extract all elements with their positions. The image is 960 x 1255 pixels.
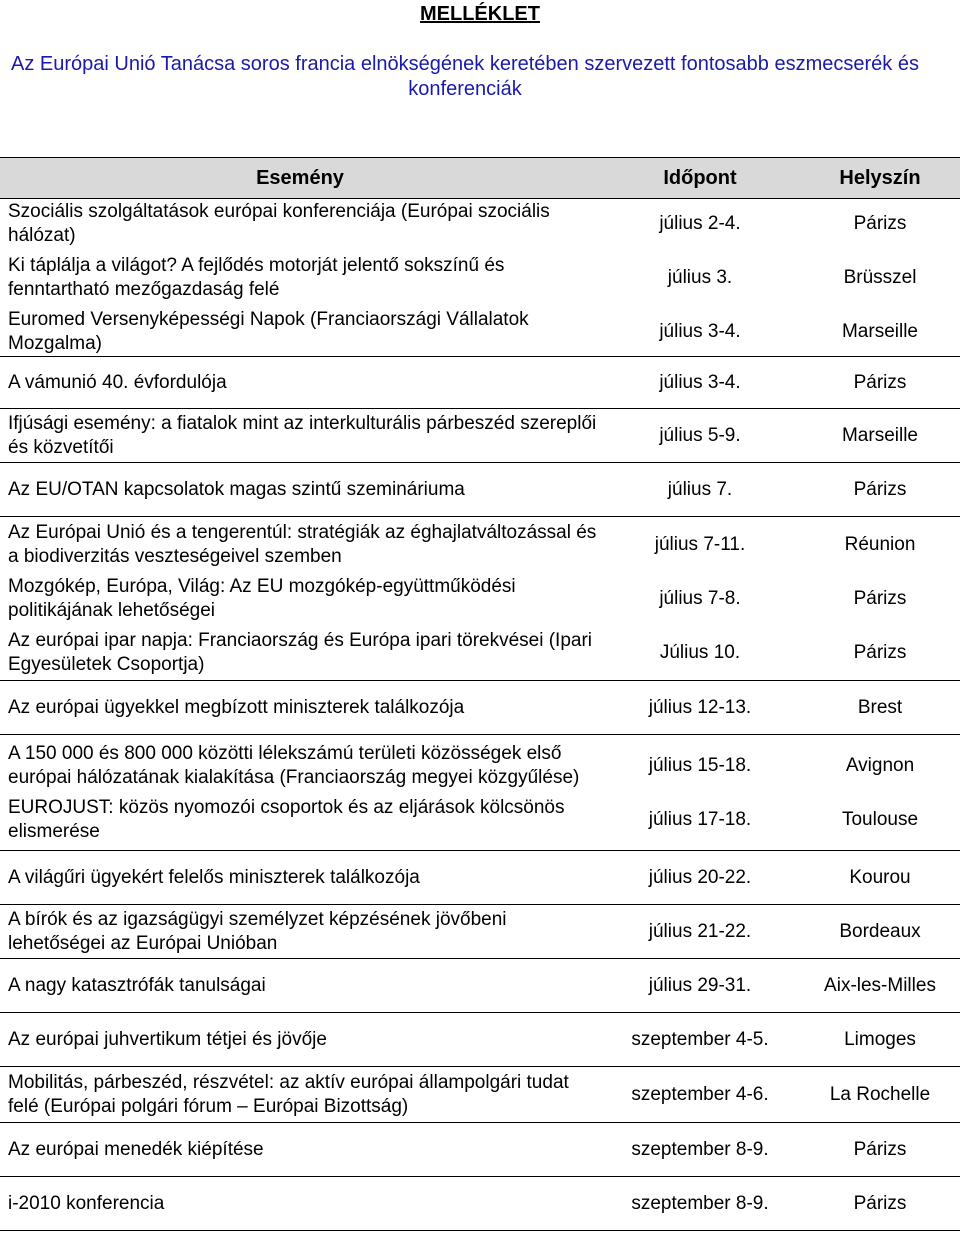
table-group: [0, 409, 960, 463]
table-group: [0, 357, 960, 409]
date-cell: július 3-4.: [659, 371, 741, 393]
table-row: [0, 905, 960, 959]
date-cell: július 15-18.: [648, 754, 752, 776]
table-group: [0, 959, 960, 1013]
table-group: [0, 1067, 960, 1123]
table-header: [0, 157, 960, 199]
table-row: [0, 1068, 960, 1122]
place-cell: Párizs: [853, 371, 907, 393]
event-cell: Az európai juhvertikum tétjei és jövője: [8, 1028, 327, 1050]
table-group: [0, 1013, 960, 1067]
place-cell: Toulouse: [841, 808, 919, 830]
table-group: [0, 735, 960, 851]
table-row: [0, 305, 960, 359]
table-row: [0, 251, 960, 305]
place-cell: Aix-les-Milles: [824, 974, 936, 996]
date-cell: július 7-8.: [659, 587, 741, 609]
table-body: [0, 199, 960, 1231]
table-group: [0, 1123, 960, 1177]
date-cell: július 29-31.: [648, 974, 752, 996]
table-group: [0, 681, 960, 735]
place-cell: Limoges: [844, 1028, 916, 1050]
date-cell: július 17-18.: [648, 808, 752, 830]
table-row: [0, 739, 960, 793]
date-cell: július 3.: [667, 266, 733, 288]
event-cell: Szociális szolgáltatások európai konferenciája (Európai szociális hálózat): [8, 200, 550, 246]
event-cell: Mobilitás, párbeszéd, részvétel: az aktív európai állampolgári tudat felé (Európai polgári fórum – Európai Bizottság): [8, 1071, 569, 1117]
event-cell: Euromed Versenyképességi Napok (Franciaországi Vállalatok Mozgalma): [8, 308, 529, 354]
header-place: Helyszín: [839, 166, 921, 189]
date-cell: július 2-4.: [659, 212, 741, 234]
table-group: [0, 1177, 960, 1231]
place-cell: Brest: [857, 696, 903, 718]
date-cell: szeptember 4-5.: [631, 1028, 769, 1050]
event-cell: Ifjúsági esemény: a fiatalok mint az interkulturális párbeszéd szereplői és közvetítői: [8, 412, 597, 458]
table-group: [0, 517, 960, 681]
place-cell: Marseille: [841, 320, 919, 342]
page-title: MELLÉKLET: [420, 3, 540, 25]
date-cell: július 12-13.: [648, 696, 752, 718]
place-cell: Párizs: [853, 641, 907, 663]
place-cell: Párizs: [853, 1192, 907, 1214]
event-cell: A nagy katasztrófák tanulságai: [8, 974, 266, 996]
date-cell: szeptember 8-9.: [631, 1138, 769, 1160]
date-cell: Július 10.: [659, 641, 741, 663]
table-row: [0, 197, 960, 251]
event-cell: Az Európai Unió és a tengerentúl: stratégiák az éghajlatváltozással és a biodiverzitás veszteségeivel szemben: [8, 521, 597, 567]
table-row: [0, 1189, 960, 1219]
table-row: [0, 518, 960, 572]
place-cell: Réunion: [844, 533, 916, 555]
place-cell: Marseille: [841, 424, 919, 446]
table-row: [0, 626, 960, 680]
place-cell: Párizs: [853, 587, 907, 609]
table-row: [0, 1135, 960, 1165]
date-cell: július 7.: [667, 478, 733, 500]
event-cell: Mozgókép, Európa, Világ: Az EU mozgókép-együttműködési politikájának lehetőségei: [8, 575, 516, 621]
event-cell: i-2010 konferencia: [8, 1192, 165, 1214]
date-cell: szeptember 8-9.: [631, 1192, 769, 1214]
event-cell: Az európai ügyekkel megbízott miniszterek találkozója: [8, 696, 465, 718]
date-cell: július 7-11.: [654, 533, 746, 555]
date-cell: szeptember 4-6.: [631, 1083, 769, 1105]
event-cell: A világűri ügyekért felelős miniszterek találkozója: [8, 866, 420, 888]
place-cell: Brüsszel: [843, 266, 917, 288]
place-cell: Párizs: [853, 212, 907, 234]
event-cell: Az európai menedék kiépítése: [8, 1138, 264, 1160]
place-cell: La Rochelle: [829, 1083, 931, 1105]
event-cell: A vámunió 40. évfordulója: [8, 371, 227, 393]
date-cell: július 5-9.: [659, 424, 741, 446]
table-group: [0, 463, 960, 517]
table-row: [0, 793, 960, 847]
date-cell: július 21-22.: [648, 920, 752, 942]
place-cell: Párizs: [853, 478, 907, 500]
table-row: [0, 863, 960, 893]
event-cell: A 150 000 és 800 000 közötti lélekszámú területi közösségek első európai hálózatának kialakítása (Franciaország megyei közgyűlése): [8, 742, 580, 788]
page-subtitle: Az Európai Unió Tanácsa soros francia elnökségének keretében szervezett fontosabb eszmecserék és konferenciák: [11, 53, 919, 100]
table-group: [0, 851, 960, 905]
header-event: Esemény: [256, 166, 344, 189]
date-cell: július 20-22.: [648, 866, 752, 888]
table-row: [0, 572, 960, 626]
event-cell: Ki táplálja a világot? A fejlődés motorját jelentő sokszínű és fenntartható mezőgazdaság felé: [8, 254, 505, 300]
date-cell: július 3-4.: [659, 320, 741, 342]
table-row: [0, 409, 960, 463]
event-cell: Az EU/OTAN kapcsolatok magas szintű szemináriuma: [8, 478, 465, 500]
events-table: [0, 157, 960, 1231]
table-row: [0, 693, 960, 723]
header-date: Időpont: [663, 166, 737, 189]
place-cell: Avignon: [845, 754, 915, 776]
place-cell: Kourou: [849, 866, 911, 888]
place-cell: Bordeaux: [839, 920, 921, 942]
table-group: [0, 199, 960, 357]
table-row: [0, 475, 960, 505]
table-group: [0, 905, 960, 959]
table-row: [0, 971, 960, 1001]
event-cell: Az európai ipar napja: Franciaország és Európa ipari törekvései (Ipari Egyesületek Csoportja): [8, 629, 593, 675]
event-cell: EUROJUST: közös nyomozói csoportok és az eljárások kölcsönös elismerése: [8, 796, 565, 842]
table-row: [0, 1025, 960, 1055]
event-cell: A bírók és az igazságügyi személyzet képzésének jövőbeni lehetőségei az Európai Unióban: [8, 908, 507, 954]
place-cell: Párizs: [853, 1138, 907, 1160]
table-row: [0, 368, 960, 398]
